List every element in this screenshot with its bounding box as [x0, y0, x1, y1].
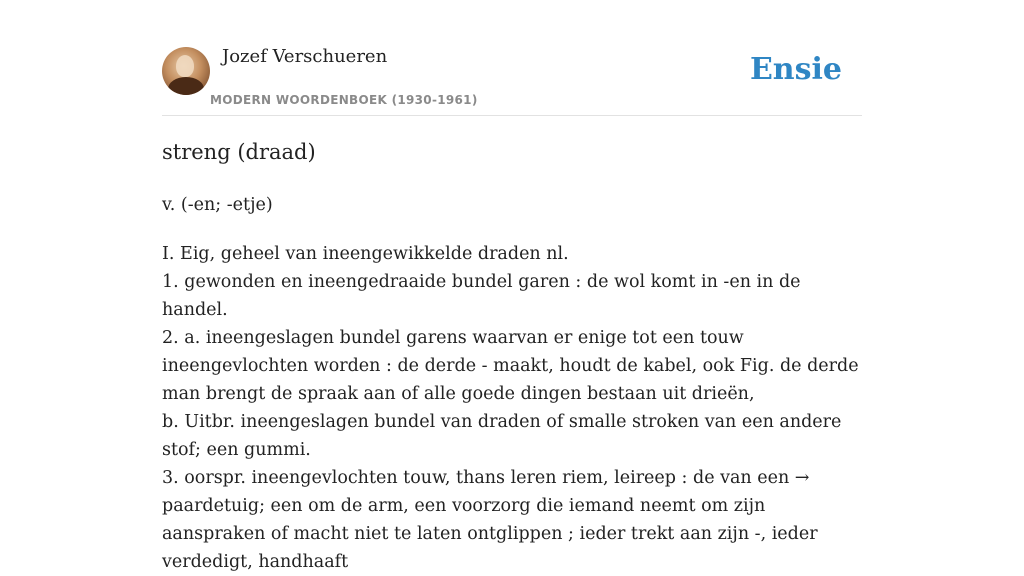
entry-term: streng (draad) — [162, 140, 316, 164]
author-avatar[interactable] — [162, 47, 210, 95]
definition-line: 2. a. ineengeslagen bundel garens waarvan er enige tot een touw ineengevlochten worden : de derde - maakt, houdt de kabel, ook Fig. de derde man brengt de spraak aan of alle goede dingen bestaan uit drieën, — [162, 328, 859, 404]
definition-line: 1. gewonden en ineengedraaide bundel garen : de wol komt in -en in de handel. — [162, 272, 801, 320]
avatar-body — [168, 77, 204, 95]
header — [162, 0, 862, 116]
author-name[interactable]: Jozef Verschueren — [222, 46, 388, 67]
source-label[interactable]: MODERN WOORDENBOEK (1930-1961) — [210, 93, 478, 107]
page-container — [162, 0, 862, 572]
definition-line: 3. oorspr. ineengevlochten touw, thans leren riem, leireep : de van een → paardetuig; een om de arm, een voorzorg die iemand neemt om zijn aanspraken of macht niet te laten ontglippen ; ieder trekt aan zijn -, ieder verdedigt, handhaaft — [162, 468, 818, 572]
ensie-logo[interactable]: Ensie — [749, 52, 842, 87]
definition-line: I. Eig, geheel van ineengewikkelde draden nl. — [162, 244, 569, 264]
entry-definition — [162, 240, 862, 576]
definition-line: b. Uitbr. ineengeslagen bundel van draden of smalle stroken van een andere stof; een gummi. — [162, 412, 842, 460]
entry-grammar: v. (-en; -etje) — [162, 195, 273, 215]
avatar-face — [176, 55, 194, 77]
